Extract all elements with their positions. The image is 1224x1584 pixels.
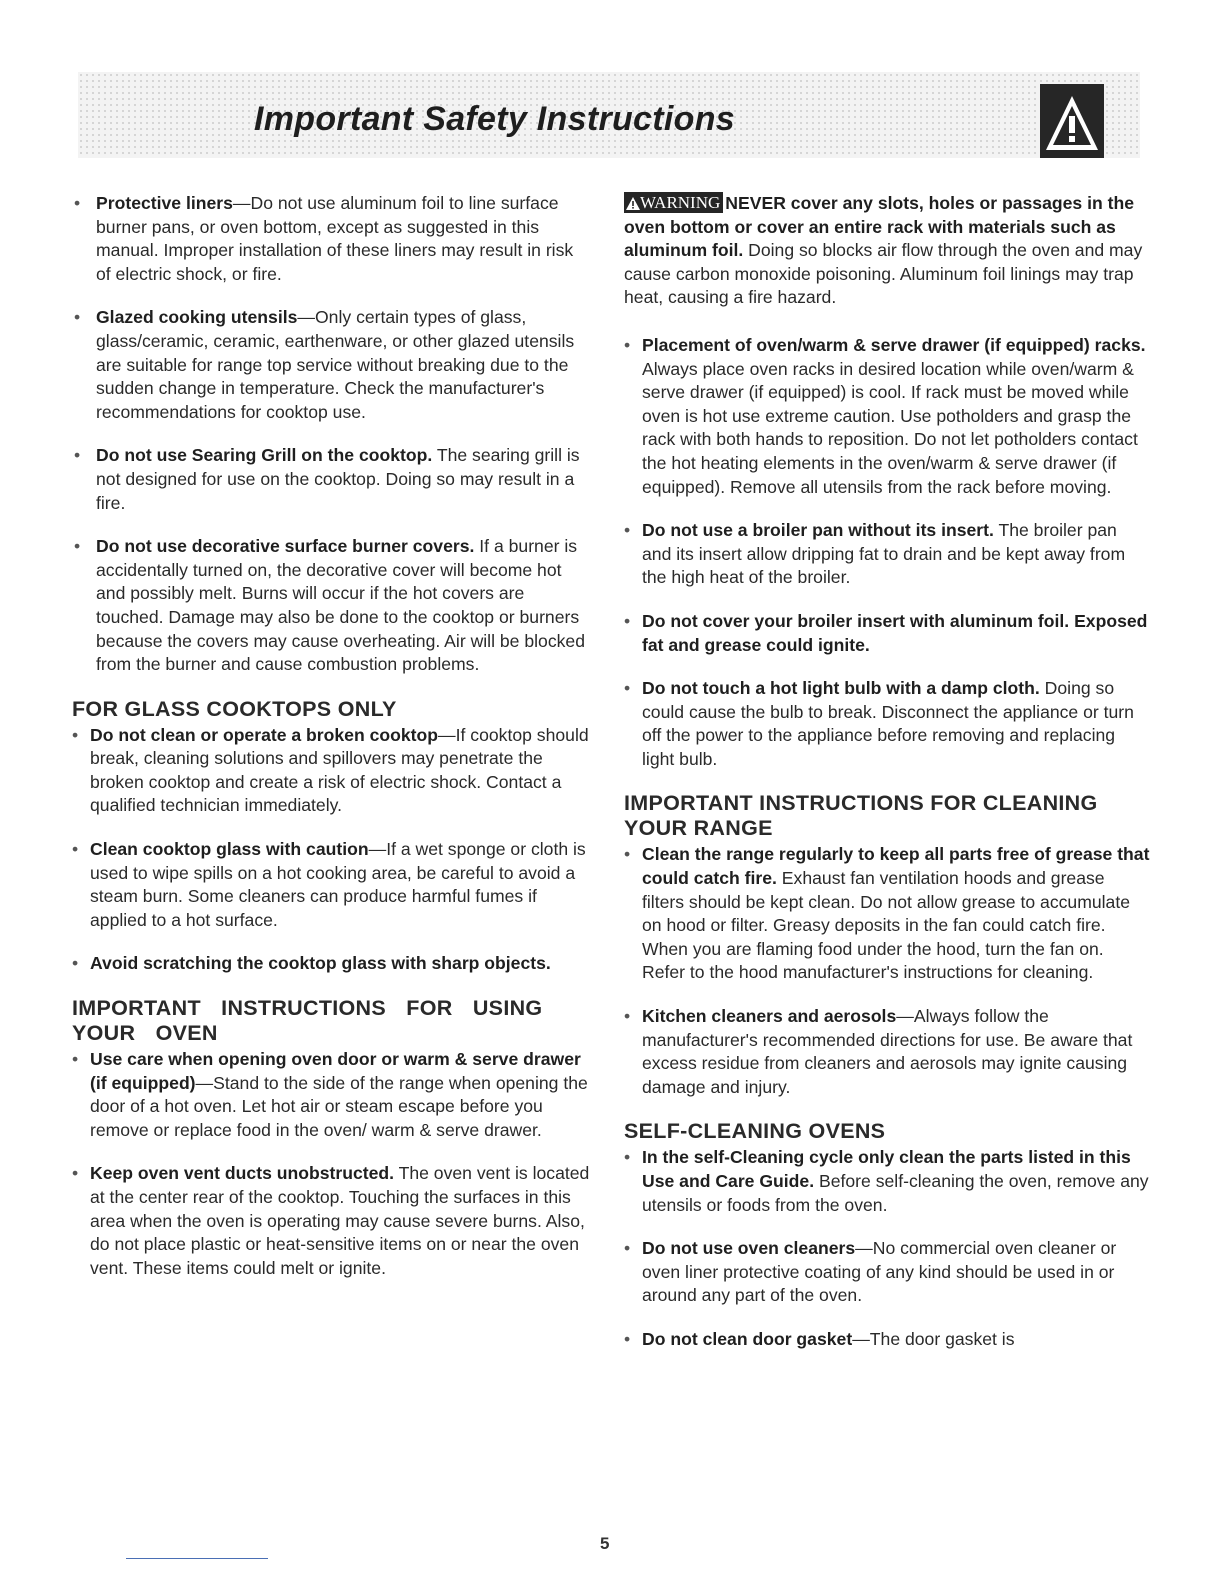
list-item: • Clean the range regularly to keep all parts free of grease that could catch fire. Exhaust fan ventilation hoods and grease filters should be kept clean. Do not allow grease to accumulate on hood or filter. Greasy deposits in the fan could catch fire. When you are flaming food under the hood, turn the fan on. Refer to the hood manufacturer's instructions for cleaning. bbox=[624, 844, 1150, 983]
section-heading-glass-cooktops: FOR GLASS COOKTOPS ONLY bbox=[72, 696, 397, 721]
warning-paragraph: WARNING NEVER cover any slots, holes or passages in the oven bottom or cover an entire rack with materials such as aluminum foil. Doing so blocks air flow through the oven and may cause carbon monoxide poisoning. Aluminum foil linings may trap heat, causing a fire hazard. bbox=[624, 193, 1143, 308]
section-heading-cleaning-range: IMPORTANT INSTRUCTIONS FOR CLEANING YOUR RANGE bbox=[624, 791, 1098, 841]
bullet-icon: • bbox=[624, 1147, 631, 1168]
bullet-icon: • bbox=[72, 1049, 79, 1070]
list-item: • Clean cooktop glass with caution—If a wet sponge or cloth is used to wipe spills on a hot cooking area, be careful to avoid a steam burn. Some cleaners can produce harmful fumes if applied to a hot surface. bbox=[72, 839, 586, 930]
bullet-icon: • bbox=[74, 536, 81, 557]
bullet-icon: • bbox=[624, 520, 631, 541]
right-column bbox=[624, 192, 1150, 1372]
list-item: • Do not use decorative surface burner covers. If a burner is accidentally turned on, the decorative cover will become hot and possibly melt. Burns will occur if the hot covers are touched. Damage may also be done to the cooktop or burners because the covers may cause overheating. Air will be blocked from the burner and cause combustion problems. bbox=[74, 536, 585, 675]
list-item: • Do not use oven cleaners—No commercial oven cleaner or oven liner protective coating of any kind should be used in or around any part of the oven. bbox=[624, 1238, 1117, 1306]
bullet-icon: • bbox=[72, 724, 79, 745]
list-item: • Avoid scratching the cooktop glass with sharp objects. bbox=[72, 952, 592, 976]
page-number: 5 bbox=[600, 1534, 610, 1553]
bullet-icon: • bbox=[624, 610, 631, 631]
list-item: • In the self-Cleaning cycle only clean the parts listed in this Use and Care Guide. Before self-cleaning the oven, remove any utensils or foods from the oven. bbox=[624, 1147, 1149, 1215]
bullet-icon: • bbox=[74, 445, 81, 466]
bullet-icon: • bbox=[74, 307, 81, 328]
bullet-icon: • bbox=[72, 1163, 79, 1184]
list-item: • Glazed cooking utensils—Only certain types of glass, glass/ceramic, ceramic, earthenware, or other glazed utensils are suitable for range top service without breaking due to the sudden change in temperature. Check the manufacturer's recommendations for cooktop use. bbox=[74, 307, 575, 422]
list-item: • Do not cover your broiler insert with aluminum foil. Exposed fat and grease could ignite. bbox=[624, 610, 1148, 655]
bullet-icon: • bbox=[624, 844, 631, 865]
footer-rule bbox=[126, 1558, 268, 1559]
bullet-icon: • bbox=[624, 1328, 631, 1349]
warning-badge: WARNING bbox=[624, 192, 723, 213]
list-item: • Do not touch a hot light bulb with a damp cloth. Doing so could cause the bulb to break. Disconnect the appliance or turn off the power to the appliance before removing and replacing light bulb. bbox=[624, 678, 1134, 769]
section-heading-self-cleaning: SELF-CLEANING OVENS bbox=[624, 1119, 886, 1144]
bullet-icon: • bbox=[624, 1238, 631, 1259]
bullet-icon: • bbox=[624, 678, 631, 699]
bullet-icon: • bbox=[72, 953, 79, 974]
bullet-icon: • bbox=[74, 193, 81, 213]
list-item: • Do not use Searing Grill on the cooktop. The searing grill is not designed for use on the cooktop. Doing so may result in a fire. bbox=[74, 445, 580, 513]
warning-small-icon bbox=[626, 197, 640, 210]
list-item: • Keep oven vent ducts unobstructed. The oven vent is located at the center rear of the cooktop. Touching the surfaces in this area when the oven is operating may cause severe burns. Also, do not place plastic or heat-sensitive items on or near the oven vent. These items could melt or ignite. bbox=[72, 1163, 590, 1278]
left-column bbox=[72, 192, 592, 1300]
list-item: • Do not clean door gasket—The door gasket is bbox=[624, 1328, 1150, 1352]
bullet-icon: • bbox=[624, 1006, 631, 1027]
list-item: • Kitchen cleaners and aerosols—Always follow the manufacturer's recommended directions for use. Be aware that excess residue from cleaners and aerosols may ignite causing damage and injury. bbox=[624, 1006, 1133, 1097]
warning-triangle-icon bbox=[1040, 84, 1104, 158]
list-item: • Use care when opening oven door or warm & serve drawer (if equipped)—Stand to the side of the range when opening the door of a hot oven. Let hot air or steam escape before you remove or replace food in the oven/ warm & serve drawer. bbox=[72, 1049, 588, 1140]
list-item: • Protective liners—Do not use aluminum foil to line surface burner pans, or oven bottom, except as suggested in this manual. Improper installation of these liners may result in risk of electric shock, or fire. bbox=[74, 193, 574, 284]
list-item: • Do not clean or operate a broken cooktop—If cooktop should break, cleaning solutions and spillovers may penetrate the broken cooktop and create a risk of electric shock. Contact a qualified technician immediately. bbox=[72, 724, 589, 816]
bullet-icon: • bbox=[72, 839, 79, 860]
bullet-icon: • bbox=[624, 334, 631, 355]
page-title: Important Safety Instructions bbox=[254, 100, 735, 138]
list-item: • Placement of oven/warm & serve drawer (if equipped) racks. Always place oven racks in desired location while oven/warm & serve drawer (if equipped) is cool. If rack must be moved while oven is hot use extreme caution. Use potholders and grasp the rack with both hands to reposition. Do not let potholders contact the hot heating elements in the oven/warm & serve drawer (if equipped). Remove all utensils from the rack before moving. bbox=[624, 334, 1146, 497]
section-heading-using-oven: IMPORTANT INSTRUCTIONS FOR USING YOUR OVEN bbox=[72, 996, 543, 1046]
list-item: • Do not use a broiler pan without its insert. The broiler pan and its insert allow dripping fat to drain and be kept away from the high heat of the broiler. bbox=[624, 520, 1126, 588]
